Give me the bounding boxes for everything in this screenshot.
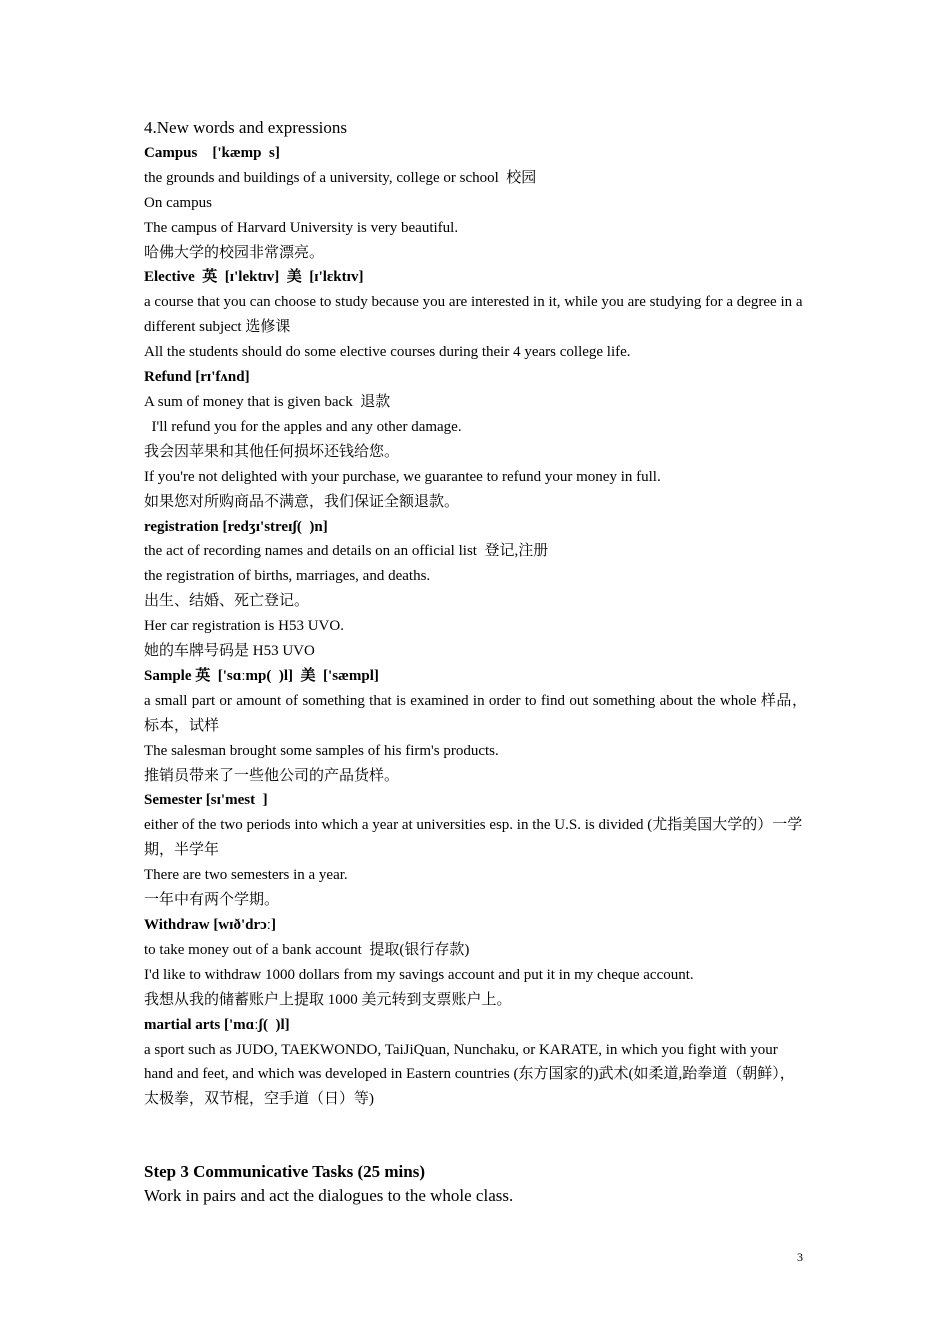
vocab-term: Elective 英 [ɪ'lektɪv] 美 [ɪ'lɛktɪv]: [144, 269, 364, 286]
vocab-line: 我想从我的储蓄账户上提取 1000 美元转到支票账户上。: [144, 991, 512, 1008]
vocab-line: 推销员带来了一些他公司的产品货样。: [144, 767, 400, 784]
step3-title: Step 3 Communicative Tasks (25 mins): [144, 1162, 426, 1181]
vocab-line: the act of recording names and details on an official list 登记,注册: [144, 543, 549, 560]
vocab-line: 出生、结婚、死亡登记。: [144, 593, 310, 610]
vocab-line: a sport such as JUDO, TAEKWONDO, TaiJiQuan, Nunchaku, or KARATE, in which you fight with your hand and feet, and which was developed in Eastern countries (东方国家的)武术(如柔道,跆拳道（朝鲜），太极拳，双节棍，空手道（日）等): [144, 1041, 795, 1108]
vocab-line: The campus of Harvard University is very beautiful.: [144, 219, 459, 236]
vocab-line: If you're not delighted with your purchase, we guarantee to refund your money in full.: [144, 468, 661, 485]
vocab-line: There are two semesters in a year.: [144, 867, 348, 884]
vocab-line: the grounds and buildings of a university, college or school 校园: [144, 169, 537, 186]
vocab-term: Sample 英 ['sɑːmp( )l] 美 ['sæmpl]: [144, 667, 379, 684]
vocab-term: Refund [rɪ'fʌnd]: [144, 369, 250, 386]
step3-section: [144, 1160, 807, 1208]
vocab-term: martial arts ['mɑːʃ( )l]: [144, 1016, 290, 1033]
vocab-line: 她的车牌号码是 H53 UVO: [144, 643, 315, 660]
vocab-line: On campus: [144, 194, 212, 211]
step3-instructions: Work in pairs and act the dialogues to the whole class.: [144, 1186, 514, 1205]
vocab-term: registration [redʒɪ'streɪʃ( )n]: [144, 518, 328, 535]
vocab-line: a course that you can choose to study because you are interested in it, while you are studying for a degree in a different subject 选修课: [144, 294, 807, 336]
vocab-line: All the students should do some elective courses during their 4 years college life.: [144, 344, 631, 361]
vocab-line: Her car registration is H53 UVO.: [144, 618, 344, 635]
page-body: [144, 116, 807, 1112]
vocab-line: the registration of births, marriages, and deaths.: [144, 568, 431, 585]
vocab-line: either of the two periods into which a year at universities esp. in the U.S. is divided (尤指美国大学的）一学期，半学年: [144, 817, 803, 859]
vocab-line: to take money out of a bank account 提取(银行存款): [144, 941, 470, 958]
vocab-line: 哈佛大学的校园非常漂亮。: [144, 244, 325, 261]
vocab-line: a small part or amount of something that is examined in order to find out something about the whole 样品，标本，试样: [144, 692, 807, 734]
vocab-term: Withdraw [wɪð'drɔː]: [144, 917, 276, 933]
section-heading: 4.New words and expressions: [144, 118, 348, 137]
vocab-line: I'll refund you for the apples and any other damage.: [144, 418, 462, 435]
vocab-line: 如果您对所购商品不满意，我们保证全额退款。: [144, 493, 460, 510]
vocab-line: I'd like to withdraw 1000 dollars from my savings account and put it in my cheque account.: [144, 966, 694, 983]
vocab-line: A sum of money that is given back 退款: [144, 393, 391, 410]
vocab-line: 一年中有两个学期。: [144, 892, 280, 909]
page-number: 3: [797, 1250, 803, 1264]
vocab-line: The salesman brought some samples of his firm's products.: [144, 742, 499, 759]
vocab-line: 我会因苹果和其他任何损坏还钱给您。: [144, 443, 400, 460]
vocabulary-list: [144, 141, 807, 1112]
vocab-term: Campus ['kæmp s]: [144, 144, 280, 161]
vocab-term: Semester [sɪ'mest ]: [144, 792, 268, 809]
